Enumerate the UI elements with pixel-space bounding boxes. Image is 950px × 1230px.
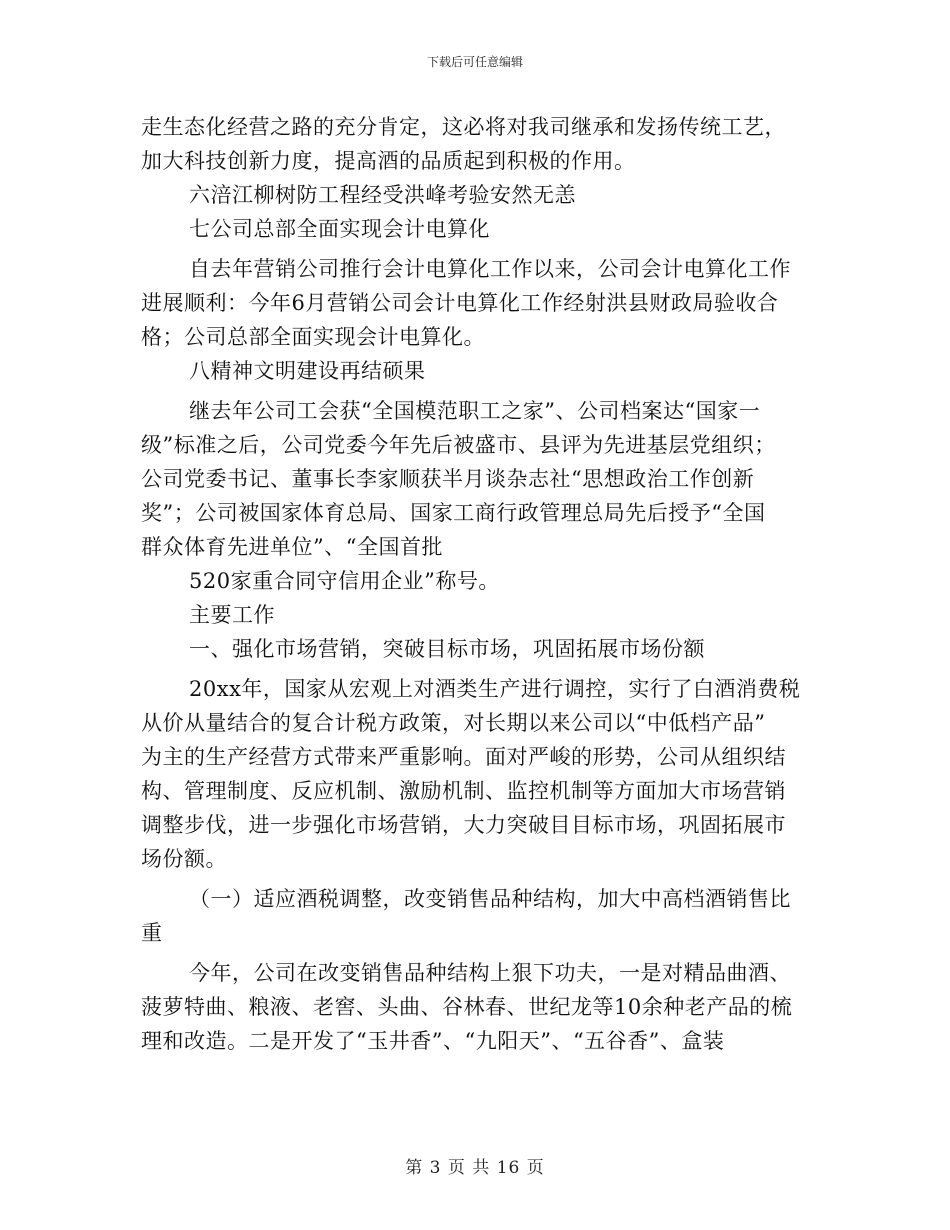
heading-line: 一、强化市场营销，突破目标市场，巩固拓展市场份额 (189, 637, 705, 661)
text-line: 520家重合同守信用企业”称号。 (189, 569, 500, 593)
heading-line: 重 (141, 921, 163, 945)
heading-line: 七公司总部全面实现会计电算化 (189, 217, 490, 241)
text-line: 公司党委书记、董事长李家顺获半月谈杂志社“思想政治工作创新 (141, 467, 755, 491)
text-line: 加大科技创新力度，提高酒的品质起到积极的作用。 (141, 149, 636, 173)
text-line: 今年，公司在改变销售品种结构上狠下功夫，一是对精品曲酒、 (189, 961, 791, 985)
text-line: 格；公司总部全面实现会计电算化。 (141, 325, 485, 349)
document-body (141, 110, 801, 1058)
text-line: 为主的生产经营方式带来严重影响。面对严峻的形势，公司从组织结 (141, 745, 786, 769)
heading-line: 主要工作 (189, 603, 275, 627)
text-line: 进展顺利：今年6月营销公司会计电算化工作经射洪县财政局验收合 (141, 291, 779, 315)
text-line: 级”标准之后，公司党委今年先后被盛市、县评为先进基层党组织； (141, 433, 776, 457)
text-line: 奖”；公司被国家体育总局、国家工商行政管理总局先后授予“全国 (141, 501, 766, 525)
text-line: 理和改造。二是开发了“玉井香”、“九阳天”、“五谷香”、盒装 (141, 1029, 725, 1053)
page-footer: 第 3 页 共 16 页 (405, 1158, 545, 1178)
text-line: 场份额。 (141, 847, 227, 871)
text-line: 20xx年，国家从宏观上对酒类生产进行调控，实行了白酒消费税 (189, 677, 801, 701)
heading-line: 八精神文明建设再结硕果 (189, 359, 426, 383)
page-header: 下载后可任意编辑 (426, 55, 523, 69)
text-line: 走生态化经营之路的充分肯定，这必将对我司继承和发扬传统工艺， (141, 115, 786, 139)
text-line: 自去年营销公司推行会计电算化工作以来，公司会计电算化工作 (189, 257, 791, 281)
text-line: 构、管理制度、反应机制、激励机制、监控机制等方面加大市场营销 (141, 779, 786, 803)
heading-line: （一）适应酒税调整，改变销售品种结构，加大中高档酒销售比 (189, 887, 791, 911)
text-line: 继去年公司工会获“全国模范职工之家”、公司档案达“国家一 (189, 399, 761, 423)
text-line: 从价从量结合的复合计税方政策，对长期以来公司以“中低档产品” (141, 711, 766, 735)
text-line: 菠萝特曲、粮液、老窖、头曲、谷林春、世纪龙等10余种老产品的梳 (141, 995, 793, 1019)
heading-line: 六涪江柳树防工程经受洪峰考验安然无恙 (189, 183, 576, 207)
text-line: 群众体育先进单位”、“全国首批 (141, 535, 443, 559)
text-line: 调整步伐，进一步强化市场营销，大力突破目目标市场，巩固拓展市 (141, 813, 786, 837)
